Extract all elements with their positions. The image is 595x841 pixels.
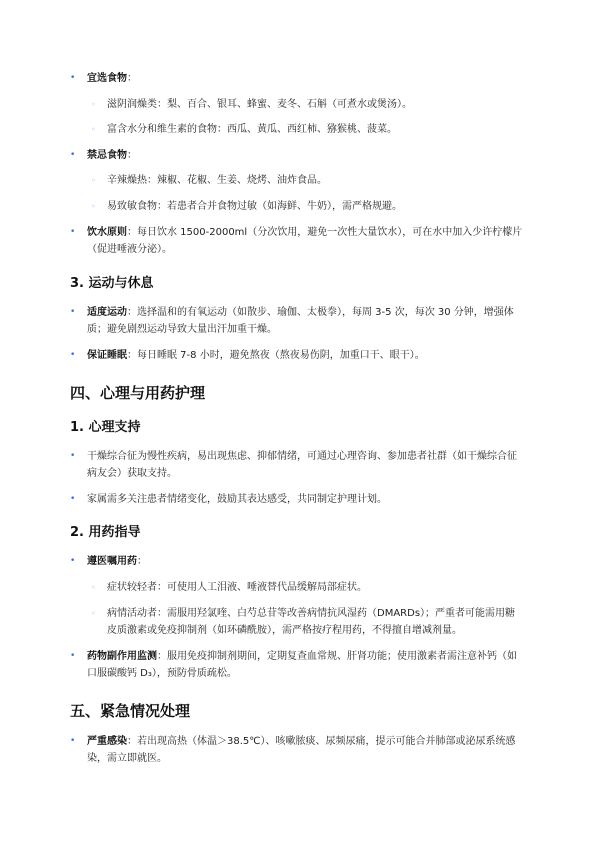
item-text: 富含水分和维生素的食物：西瓜、黄瓜、西红柿、猕猴桃、菠菜。 xyxy=(107,124,397,136)
sub-list-item xyxy=(70,605,525,640)
list-item xyxy=(70,553,525,571)
list-item xyxy=(70,224,525,259)
bullet-icon: • xyxy=(70,226,76,237)
label-separator: ： xyxy=(127,73,137,84)
sub-bullet-icon: ◦ xyxy=(91,125,96,135)
item-text: 每日睡眠 7-8 小时，避免熬夜（熬夜易伤阴，加重口干、眼干）。 xyxy=(137,349,425,361)
item-text: 选择温和的有氧运动（如散步、瑜伽、太极拳），每周 3-5 次，每次 30 分钟，增强体质；避免剧烈运动导致大量出汗加重干燥。 xyxy=(87,306,514,336)
item-label: 遵医嘱用药 xyxy=(87,556,137,568)
sub-bullet-icon: ◦ xyxy=(91,608,96,618)
list-item xyxy=(70,733,525,768)
item-text: 病情活动者：需服用羟氯喹、白芍总苷等改善病情抗风湿药（DMARDs）；严重者可能需用糖皮质激素或免疫抑制剂（如环磷酰胺），需严格按疗程用药，不得擅自增减剂量。 xyxy=(107,607,516,637)
label-separator: ： xyxy=(127,735,137,747)
item-label: 保证睡眠 xyxy=(87,349,127,361)
bullet-icon: • xyxy=(70,735,76,746)
sub-list-item xyxy=(70,96,525,114)
list-item xyxy=(70,147,525,165)
item-label: 饮水原则 xyxy=(87,226,127,238)
sub-bullet-icon: ◦ xyxy=(91,176,96,186)
sub-bullet-icon: ◦ xyxy=(91,99,96,109)
label-separator: ： xyxy=(127,306,137,318)
sub-list-item xyxy=(70,198,525,216)
sub-list-item xyxy=(70,172,525,190)
label-separator: ： xyxy=(157,650,167,662)
item-label: 药物副作用监测 xyxy=(87,650,157,662)
chapter-heading: 四、心理与用药护理 xyxy=(70,383,206,402)
label-separator: ： xyxy=(127,349,137,361)
item-label: 禁忌食物 xyxy=(87,149,127,161)
bullet-icon: • xyxy=(70,650,76,661)
item-text: 辛辣燥热：辣椒、花椒、生姜、烧烤、油炸食品。 xyxy=(107,175,327,187)
bullet-icon: • xyxy=(70,149,76,160)
document-content xyxy=(70,70,525,776)
list-item xyxy=(70,347,525,365)
item-text: 每日饮水 1500-2000ml（分次饮用，避免一次性大量饮水），可在水中加入少许柠檬片（促进唾液分泌）。 xyxy=(87,226,523,256)
bullet-icon: • xyxy=(70,306,76,317)
item-label: 适度运动 xyxy=(87,306,127,318)
list-item xyxy=(70,648,525,683)
bullet-icon: • xyxy=(70,493,76,504)
chapter-heading: 五、紧急情况处理 xyxy=(70,701,191,720)
item-text: 若出现高热（体温＞38.5℃）、咳嗽脓痰、尿频尿痛，提示可能合并肺部或泌尿系统感染，需立即就医。 xyxy=(87,735,516,765)
sub-list-item xyxy=(70,579,525,597)
item-label: 宜选食物 xyxy=(87,73,127,84)
section-heading: 3. 运动与休息 xyxy=(70,275,154,291)
item-label: 严重感染 xyxy=(87,735,127,747)
list-item xyxy=(70,304,525,339)
label-separator: ： xyxy=(127,149,137,161)
list-item xyxy=(70,70,525,88)
bullet-icon: • xyxy=(70,349,76,360)
section-heading: 2. 用药指导 xyxy=(70,525,141,541)
bullet-icon: • xyxy=(70,73,76,83)
item-text: 家属需多关注患者情绪变化，鼓励其表达感受，共同制定护理计划。 xyxy=(87,493,387,505)
item-text: 滋阴润燥类：梨、百合、银耳、蜂蜜、麦冬、石斛（可煮水或煲汤）。 xyxy=(107,98,412,110)
sub-list-item xyxy=(70,121,525,139)
sub-bullet-icon: ◦ xyxy=(91,201,96,211)
list-item xyxy=(70,491,525,509)
item-text: 干燥综合征为慢性疾病，易出现焦虑、抑郁情绪，可通过心理咨询、参加患者社群（如干燥综合征病友会）获取支持。 xyxy=(87,450,517,480)
sub-bullet-icon: ◦ xyxy=(91,582,96,592)
section-heading: 1. 心理支持 xyxy=(70,419,141,435)
item-text: 服用免疫抑制剂期间，定期复查血常规、肝肾功能；使用激素者需注意补钙（如口服碳酸钙 D₃），预防骨质疏松。 xyxy=(87,650,517,680)
bullet-icon: • xyxy=(70,450,76,461)
label-separator: ： xyxy=(137,556,147,568)
list-item xyxy=(70,448,525,483)
bullet-icon: • xyxy=(70,556,76,567)
item-text: 易致敏食物：若患者合并食物过敏（如海鲜、牛奶），需严格规避。 xyxy=(107,200,402,212)
item-text: 症状较轻者：可使用人工泪液、唾液替代品缓解局部症状。 xyxy=(107,581,367,593)
label-separator: ： xyxy=(127,226,137,238)
